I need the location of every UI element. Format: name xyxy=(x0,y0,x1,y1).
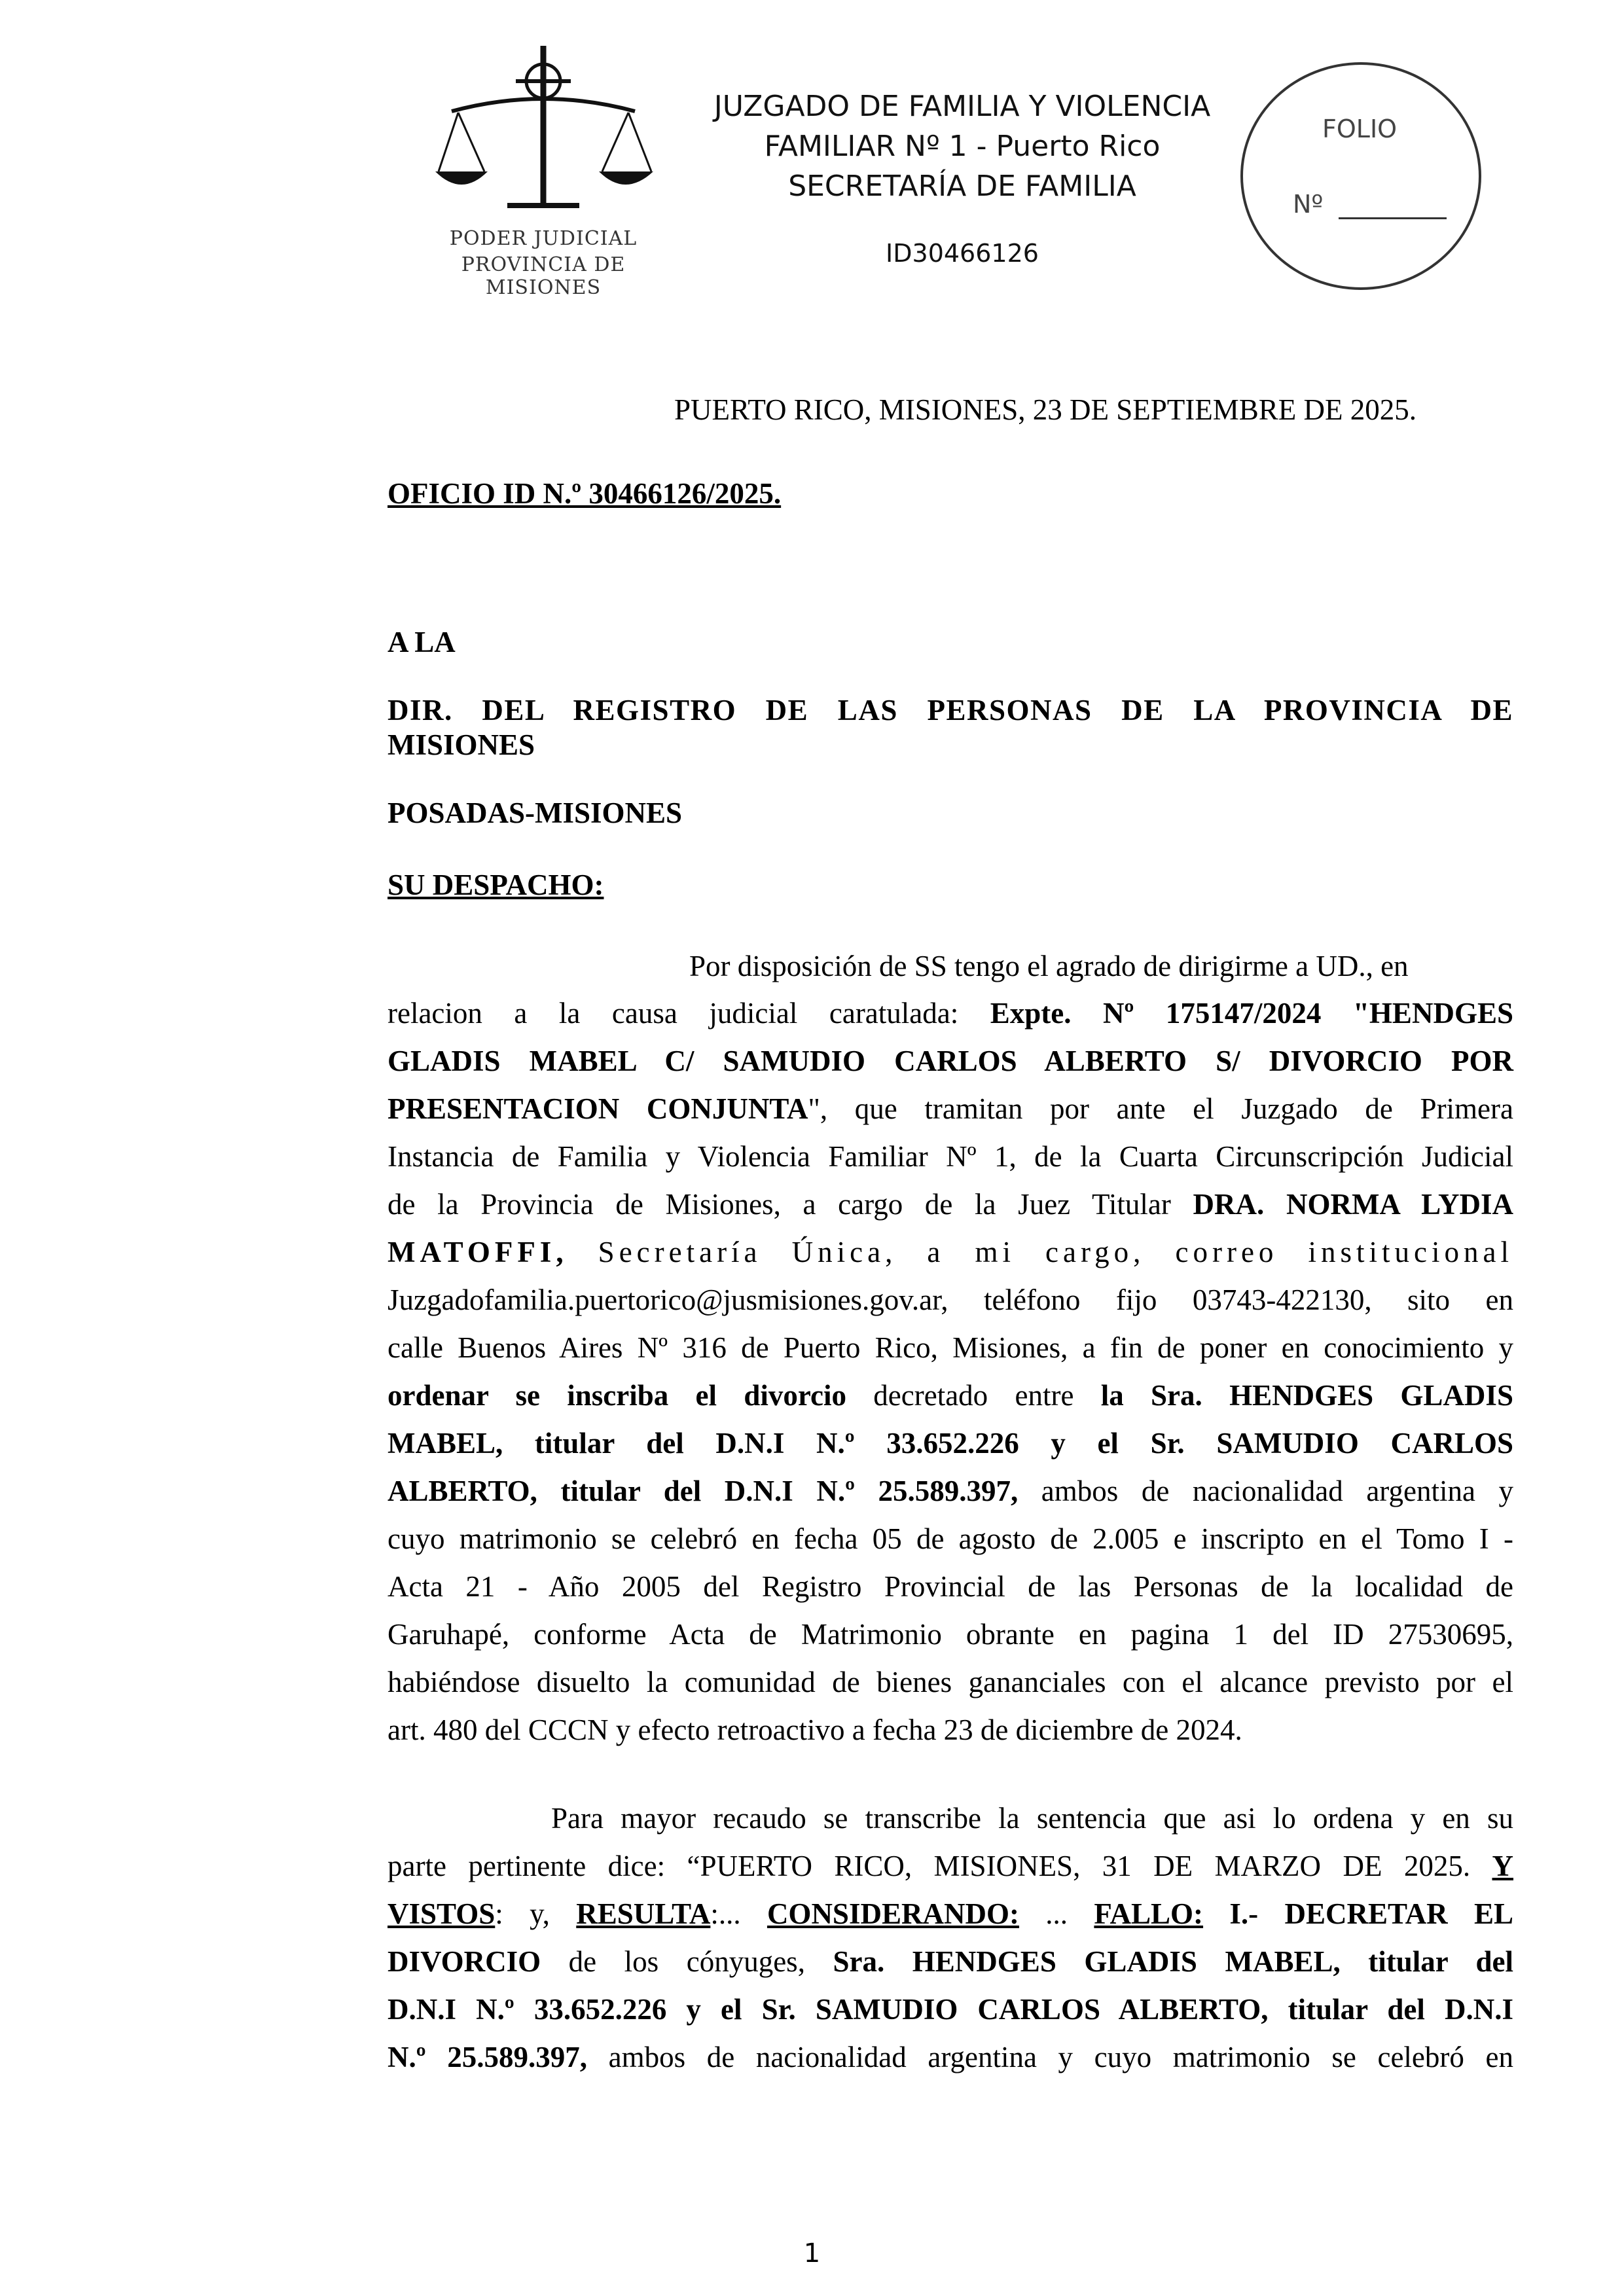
resulta-heading: RESULTA xyxy=(576,1897,711,1930)
party-dni: ALBERTO, titular del D.N.I N.º 25.589.397, xyxy=(388,1475,1019,1507)
oficio-reference: OFICIO ID N.º 30466126/2025. xyxy=(388,477,782,510)
scales-of-justice-icon xyxy=(432,41,655,217)
case-title-line: GLADIS MABEL C/ SAMUDIO CARLOS ALBERTO S/ DIVORCIO POR xyxy=(388,1045,1513,1077)
body-line xyxy=(388,1235,1513,1269)
body-text: Secretaría Única, a mi cargo, correo institucional xyxy=(568,1236,1513,1268)
addressee-entity-line2: MISIONES xyxy=(388,728,535,761)
body-line xyxy=(388,996,1513,1030)
addressee-city: POSADAS-MISIONES xyxy=(388,797,683,829)
divorcio-word: DIVORCIO xyxy=(388,1945,541,1978)
body-line: Instancia de Familia y Violencia Familiar Nº 1, de la Cuarta Circunscripción Judicial xyxy=(388,1140,1513,1173)
addressee-to: A LA xyxy=(388,626,456,658)
court-name-line1: JUZGADO DE FAMILIA Y VIOLENCIA xyxy=(713,90,1211,123)
folio-stamp-circle xyxy=(1240,62,1481,290)
court-header xyxy=(674,86,1250,206)
dateline: PUERTO RICO, MISIONES, 23 DE SEPTIEMBRE DE 2025. xyxy=(674,393,1417,426)
party-name: la Sra. HENDGES GLADIS xyxy=(1100,1379,1513,1412)
folio-stamp xyxy=(1240,62,1483,291)
considerando-heading: CONSIDERANDO: xyxy=(767,1897,1019,1930)
seal-caption-line1: PODER JUDICIAL xyxy=(449,227,638,250)
body-line xyxy=(388,1378,1513,1412)
body-line: Para mayor recaudo se transcribe la sentencia que asi lo ordena y en su xyxy=(551,1802,1513,1835)
body-line: art. 480 del CCCN y efecto retroactivo a fecha 23 de diciembre de 2024. xyxy=(388,1713,1242,1746)
body-line: Juzgadofamilia.puertorico@jusmisiones.gov.ar, teléfono fijo 03743-422130, sito en xyxy=(388,1283,1513,1316)
body-line: calle Buenos Aires Nº 316 de Puerto Rico, Misiones, a fin de poner en conocimiento y xyxy=(388,1331,1513,1364)
body-line: Por disposición de SS tengo el agrado de dirigirme a UD., en xyxy=(689,950,1409,982)
fallo-heading: FALLO: xyxy=(1094,1897,1204,1930)
document-id: ID30466126 xyxy=(886,239,1039,268)
body-text: de la Provincia de Misiones, a cargo de la Juez Titular xyxy=(388,1188,1193,1221)
body-text: ", que tramitan por ante el Juzgado de Primera xyxy=(808,1092,1513,1125)
body-text: :... xyxy=(710,1897,767,1930)
party-name: Sra. HENDGES GLADIS MABEL, titular del xyxy=(833,1945,1513,1978)
party-line: D.N.I N.º 33.652.226 y el Sr. SAMUDIO CARLOS ALBERTO, titular del D.N.I xyxy=(388,1993,1513,2026)
body-text: decretado entre xyxy=(846,1379,1101,1412)
body-line: cuyo matrimonio se celebró en fecha 05 de agosto de 2.005 e inscripto en el Tomo I - xyxy=(388,1522,1513,1555)
body-text: de los cónyuges, xyxy=(541,1945,833,1978)
party-line: MABEL, titular del D.N.I N.º 33.652.226 y el Sr. SAMUDIO CARLOS xyxy=(388,1427,1513,1460)
body-text: ambos de nacionalidad argentina y xyxy=(1018,1475,1513,1507)
party-dni: N.º 25.589.397, xyxy=(388,2041,587,2073)
order-phrase: ordenar se inscriba el divorcio xyxy=(388,1379,846,1412)
body-line xyxy=(388,1092,1513,1126)
folio-number-label: Nº xyxy=(1293,190,1324,219)
folio-label: FOLIO xyxy=(1322,115,1398,143)
vistos-heading: VISTOS xyxy=(388,1897,496,1930)
y-vistos-start: Y xyxy=(1492,1850,1513,1882)
body-line: Garuhapé, conforme Acta de Matrimonio obrante en pagina 1 del ID 27530695, xyxy=(388,1618,1513,1651)
body-line xyxy=(388,1945,1513,1979)
page-number: 1 xyxy=(803,2238,821,2269)
folio-number-blank xyxy=(1339,217,1447,219)
body-text: : y, xyxy=(495,1897,577,1930)
court-name-line3: SECRETARÍA DE FAMILIA xyxy=(788,170,1136,203)
body-line xyxy=(388,1474,1513,1508)
body-text: parte pertinente dice: “PUERTO RICO, MISIONES, 31 DE MARZO DE 2025. xyxy=(388,1850,1492,1882)
body-line xyxy=(388,1187,1513,1221)
body-line: Acta 21 - Año 2005 del Registro Provincial de las Personas de la localidad de xyxy=(388,1570,1513,1603)
case-title-end: PRESENTACION CONJUNTA xyxy=(388,1092,808,1125)
body-line: habiéndose disuelto la comunidad de bienes gananciales con el alcance previsto por el xyxy=(388,1666,1513,1698)
body-text: ... xyxy=(1019,1897,1094,1930)
addressee-entity-line1: DIR. DEL REGISTRO DE LAS PERSONAS DE LA PROVINCIA DE xyxy=(388,694,1513,726)
body-line xyxy=(388,1849,1513,1883)
judge-surname: MATOFFI, xyxy=(388,1236,568,1268)
ruling-start: I.- DECRETAR EL xyxy=(1203,1897,1513,1930)
case-number: Expte. Nº 175147/2024 "HENDGES xyxy=(990,997,1513,1030)
body-line xyxy=(388,2040,1513,2074)
body-text: ambos de nacionalidad argentina y cuyo matrimonio se celebró en xyxy=(586,2041,1513,2073)
body-line xyxy=(388,1897,1513,1931)
judicial-seal xyxy=(406,41,681,299)
court-name-line2: FAMILIAR Nº 1 - Puerto Rico xyxy=(764,130,1161,163)
seal-caption-line2: PROVINCIA DE MISIONES xyxy=(461,253,626,299)
su-despacho: SU DESPACHO: xyxy=(388,869,604,901)
judge-name: DRA. NORMA LYDIA xyxy=(1193,1188,1513,1221)
body-text: relacion a la causa judicial caratulada: xyxy=(388,997,990,1030)
